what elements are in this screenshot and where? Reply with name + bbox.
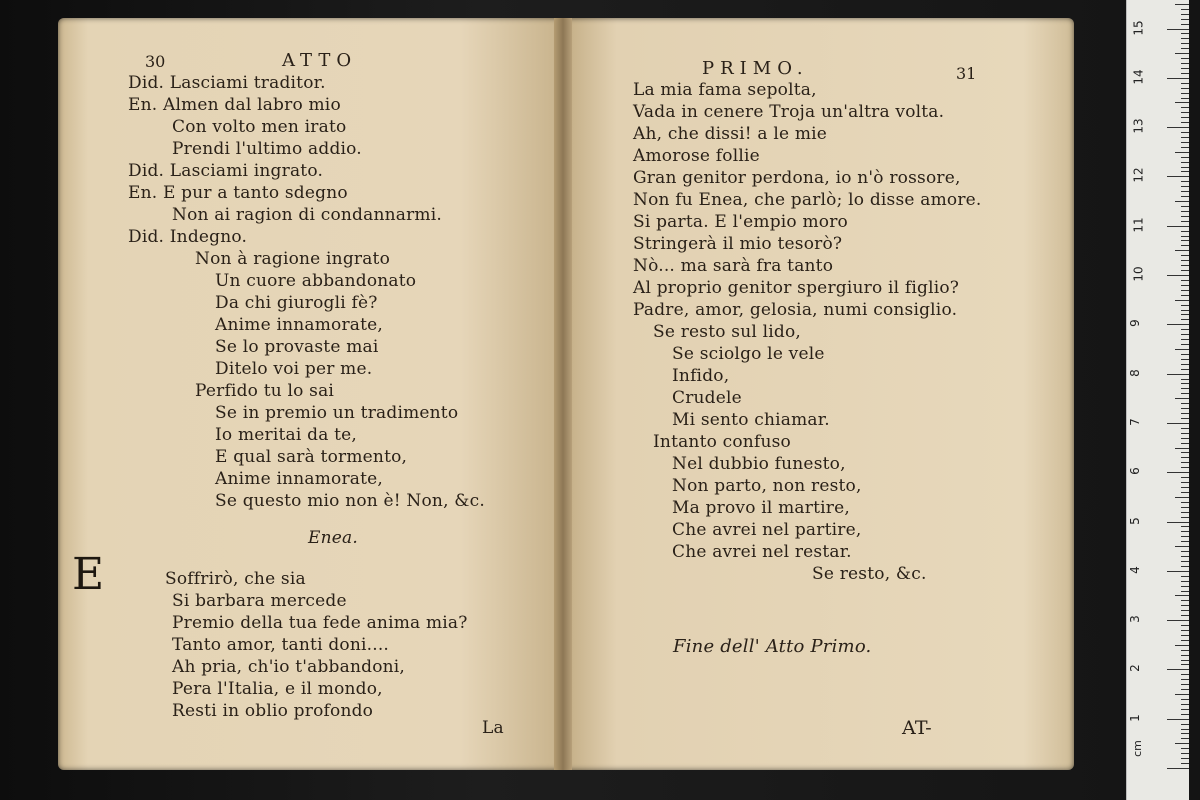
text-line: Non ai ragion di condannarmi. [172, 205, 442, 225]
ruler-tick [1181, 339, 1189, 340]
ruler-tick [1181, 408, 1189, 409]
text-line: Soffrirò, che sia [165, 569, 306, 589]
text-line: Se questo mio non è! Non, &c. [215, 491, 485, 511]
ruler-tick [1181, 295, 1189, 296]
ruler-tick [1181, 167, 1189, 168]
text-line: Se resto, &c. [812, 564, 927, 584]
ruler-tick [1181, 216, 1189, 217]
ruler-tick [1167, 324, 1189, 325]
ruler-tick [1181, 280, 1189, 281]
text-line: Intanto confuso [653, 432, 791, 452]
ruler-tick [1181, 58, 1189, 59]
ruler-tick [1181, 566, 1189, 567]
ruler-tick [1181, 329, 1189, 330]
ruler-tick [1181, 664, 1189, 665]
ruler-tick [1181, 630, 1189, 631]
ruler-tick [1181, 393, 1189, 394]
ruler-tick [1181, 517, 1189, 518]
text-line: Did. Indegno. [128, 227, 248, 247]
ruler-tick [1175, 694, 1189, 695]
ruler-tick [1181, 83, 1189, 84]
ruler-tick [1181, 403, 1189, 404]
text-line: Se resto sul lido, [653, 322, 802, 342]
ruler-tick [1181, 24, 1189, 25]
ruler-tick [1167, 768, 1189, 769]
ruler-tick [1181, 206, 1189, 207]
ruler-tick [1181, 334, 1189, 335]
ruler-tick [1181, 724, 1189, 725]
ruler-tick [1181, 457, 1189, 458]
end-of-act-note: Fine dell' Atto Primo. [673, 636, 872, 657]
text-line: Padre, amor, gelosia, numi consiglio. [633, 300, 958, 320]
ruler-tick [1181, 507, 1189, 508]
text-line: Amorose follie [633, 146, 760, 166]
ruler-number: 14 [1131, 69, 1146, 85]
ruler-tick [1181, 610, 1189, 611]
ruler-tick [1167, 522, 1189, 523]
ruler-tick [1181, 33, 1189, 34]
ruler-tick [1181, 625, 1189, 626]
ruler-tick [1181, 438, 1189, 439]
ruler-tick [1181, 551, 1189, 552]
text-line: Crudele [672, 388, 742, 408]
measurement-ruler [1126, 0, 1189, 800]
ruler-tick [1181, 191, 1189, 192]
ruler-tick [1175, 250, 1189, 251]
ruler-tick [1181, 748, 1189, 749]
ruler-tick [1175, 152, 1189, 153]
ruler-tick [1181, 660, 1189, 661]
ruler-tick [1181, 674, 1189, 675]
ruler-tick [1175, 53, 1189, 54]
ruler-tick [1181, 758, 1189, 759]
ruler-tick [1181, 388, 1189, 389]
text-line: Gran genitor perdona, io n'ò rossore, [633, 168, 961, 188]
ruler-tick [1175, 497, 1189, 498]
text-line: Pera l'Italia, e il mondo, [172, 679, 383, 699]
ruler-tick [1181, 531, 1189, 532]
ruler-tick [1181, 255, 1189, 256]
ruler-tick [1175, 4, 1189, 5]
ruler-tick [1181, 482, 1189, 483]
text-line: Non parto, non resto, [672, 476, 862, 496]
ruler-tick [1181, 290, 1189, 291]
ruler-tick [1181, 541, 1189, 542]
ruler-tick [1181, 650, 1189, 651]
ruler-tick [1181, 122, 1189, 123]
ruler-tick [1181, 112, 1189, 113]
ruler-tick [1181, 655, 1189, 656]
ruler-tick [1167, 176, 1189, 177]
ruler-tick [1181, 344, 1189, 345]
drop-cap: E [72, 549, 105, 600]
ruler-tick [1181, 615, 1189, 616]
text-line: Si parta. E l'empio moro [633, 212, 848, 232]
ruler-tick [1181, 171, 1189, 172]
ruler-number: 13 [1131, 118, 1146, 134]
ruler-tick [1181, 709, 1189, 710]
ruler-number: 4 [1127, 565, 1142, 574]
ruler-tick [1181, 413, 1189, 414]
ruler-tick [1181, 526, 1189, 527]
ruler-tick [1181, 157, 1189, 158]
ruler-tick [1181, 63, 1189, 64]
ruler-tick [1181, 733, 1189, 734]
ruler-tick [1167, 374, 1189, 375]
text-line: Da chi giurogli fè? [215, 293, 378, 313]
ruler-tick [1167, 127, 1189, 128]
ruler-number: 11 [1131, 217, 1146, 233]
ruler-tick [1181, 605, 1189, 606]
ruler-number: 15 [1131, 19, 1146, 36]
ruler-tick [1175, 201, 1189, 202]
ruler-tick [1167, 226, 1189, 227]
text-line: Che avrei nel partire, [672, 520, 862, 540]
ruler-tick [1167, 275, 1189, 276]
ruler-tick [1181, 561, 1189, 562]
text-line: Prendi l'ultimo addio. [172, 139, 362, 159]
ruler-tick [1181, 600, 1189, 601]
ruler-tick [1181, 443, 1189, 444]
ruler-tick [1167, 669, 1189, 670]
ruler-tick [1181, 181, 1189, 182]
ruler-number: 12 [1131, 167, 1146, 184]
ruler-tick [1181, 418, 1189, 419]
text-line: Anime innamorate, [215, 469, 384, 489]
ruler-tick [1181, 310, 1189, 311]
ruler-tick [1181, 428, 1189, 429]
text-line: Tanto amor, tanti doni.... [172, 635, 390, 655]
ruler-tick [1181, 186, 1189, 187]
ruler-tick [1181, 763, 1189, 764]
ruler-tick [1181, 231, 1189, 232]
text-line: Non fu Enea, che parlò; lo disse amore. [633, 190, 982, 210]
text-line: Si barbara mercede [172, 591, 347, 611]
ruler-tick [1181, 591, 1189, 592]
ruler-tick [1181, 196, 1189, 197]
text-line: Se sciolgo le vele [672, 344, 825, 364]
ruler-tick [1181, 379, 1189, 380]
text-line: Ah pria, ch'io t'abbandoni, [172, 657, 406, 677]
ruler-tick [1181, 581, 1189, 582]
ruler-tick [1181, 270, 1189, 271]
ruler-tick [1181, 452, 1189, 453]
ruler-tick [1181, 88, 1189, 89]
text-line: Ma provo il martire, [672, 498, 850, 518]
ruler-tick [1181, 107, 1189, 108]
ruler-number: 8 [1127, 368, 1142, 377]
ruler-tick [1181, 729, 1189, 730]
text-line: La mia fama sepolta, [633, 80, 817, 100]
ruler-tick [1181, 236, 1189, 237]
text-line: Io meritai da te, [215, 425, 358, 445]
ruler-tick [1181, 359, 1189, 360]
ruler-tick [1181, 689, 1189, 690]
ruler-tick [1181, 260, 1189, 261]
text-line: En. E pur a tanto sdegno [128, 183, 348, 203]
ruler-tick [1181, 684, 1189, 685]
ruler-tick [1181, 265, 1189, 266]
catchword: AT- [902, 717, 932, 739]
ruler-tick [1181, 147, 1189, 148]
text-line: Vada in cenere Troja un'altra volta. [633, 102, 945, 122]
ruler-number: 10 [1131, 266, 1146, 282]
ruler-tick [1181, 285, 1189, 286]
ruler-tick [1181, 704, 1189, 705]
text-line: Nò... ma sarà fra tanto [633, 256, 834, 276]
ruler-tick [1175, 102, 1189, 103]
ruler-tick [1181, 433, 1189, 434]
text-line: Mi sento chiamar. [672, 410, 830, 430]
ruler-tick [1181, 354, 1189, 355]
text-line: Stringerà il mio tesorò? [633, 234, 843, 254]
ruler-tick [1167, 78, 1189, 79]
ruler-tick [1175, 743, 1189, 744]
ruler-number: 6 [1127, 467, 1142, 476]
ruler-tick [1181, 319, 1189, 320]
ruler-tick [1181, 467, 1189, 468]
ruler-number: 3 [1127, 615, 1142, 623]
ruler-tick [1175, 349, 1189, 350]
ruler-tick [1181, 586, 1189, 587]
text-line: Se lo provaste mai [215, 337, 379, 357]
text-line: Perfido tu lo sai [195, 381, 335, 401]
ruler-tick [1181, 738, 1189, 739]
text-line: En. Almen dal labro mio [128, 95, 341, 115]
text-line: Nel dubbio funesto, [672, 454, 846, 474]
ruler-tick [1181, 117, 1189, 118]
ruler-tick [1175, 645, 1189, 646]
ruler-tick [1181, 492, 1189, 493]
right-page-number: 31 [956, 64, 977, 83]
text-line: Al proprio genitor spergiuro il figlio? [633, 278, 960, 298]
ruler-tick [1181, 383, 1189, 384]
ruler-number: 9 [1127, 319, 1142, 328]
ruler-tick [1167, 472, 1189, 473]
text-line: Infido, [672, 366, 730, 386]
ruler-tick [1181, 477, 1189, 478]
ruler-tick [1181, 753, 1189, 754]
ruler-number: 7 [1127, 418, 1142, 426]
ruler-tick [1167, 571, 1189, 572]
ruler-tick [1181, 502, 1189, 503]
ruler-tick [1181, 556, 1189, 557]
ruler-tick [1181, 640, 1189, 641]
ruler-tick [1181, 14, 1189, 15]
text-line: Did. Lasciami traditor. [128, 73, 326, 93]
ruler-tick [1181, 93, 1189, 94]
ruler-tick [1181, 314, 1189, 315]
text-line: E qual sarà tormento, [215, 447, 408, 467]
ruler-tick [1167, 423, 1189, 424]
ruler-tick [1181, 576, 1189, 577]
ruler-tick [1181, 142, 1189, 143]
ruler-tick [1167, 620, 1189, 621]
text-line: Ditelo voi per me. [215, 359, 373, 379]
speaker-heading: Enea. [308, 528, 358, 548]
ruler-tick [1181, 9, 1189, 10]
ruler-tick [1181, 635, 1189, 636]
ruler-tick [1181, 211, 1189, 212]
ruler-tick [1181, 137, 1189, 138]
text-line: Con volto men irato [172, 117, 347, 137]
ruler-tick [1181, 162, 1189, 163]
ruler-tick [1181, 132, 1189, 133]
ruler-tick [1181, 245, 1189, 246]
ruler-tick [1175, 595, 1189, 596]
text-line: Non à ragione ingrato [195, 249, 391, 269]
text-line: Che avrei nel restar. [672, 542, 852, 562]
ruler-tick [1181, 221, 1189, 222]
ruler-tick [1181, 240, 1189, 241]
ruler-tick [1181, 364, 1189, 365]
ruler-tick [1175, 546, 1189, 547]
ruler-tick [1181, 73, 1189, 74]
left-page-number: 30 [145, 52, 166, 71]
text-line: Resti in oblio profondo [172, 701, 374, 721]
text-line: Premio della tua fede anima mia? [172, 613, 468, 633]
ruler-unit: cm [1130, 740, 1144, 757]
ruler-tick [1181, 462, 1189, 463]
ruler-tick [1181, 48, 1189, 49]
ruler-tick [1181, 305, 1189, 306]
catchword: La [482, 718, 504, 738]
ruler-tick [1181, 699, 1189, 700]
text-line: Did. Lasciami ingrato. [128, 161, 324, 181]
ruler-number: 5 [1127, 516, 1142, 525]
ruler-tick [1175, 398, 1189, 399]
ruler-tick [1181, 487, 1189, 488]
ruler-tick [1181, 68, 1189, 69]
ruler-tick [1181, 536, 1189, 537]
ruler-number: 1 [1127, 713, 1142, 722]
ruler-tick [1175, 448, 1189, 449]
ruler-tick [1181, 38, 1189, 39]
ruler-tick [1181, 98, 1189, 99]
right-page-header: PRIMO. [702, 58, 809, 79]
book-gutter [554, 18, 572, 770]
ruler-tick [1181, 19, 1189, 20]
ruler-tick [1175, 300, 1189, 301]
ruler-tick [1181, 369, 1189, 370]
ruler-tick [1181, 679, 1189, 680]
ruler-number: 2 [1127, 664, 1142, 673]
ruler-tick [1167, 29, 1189, 30]
text-line: Un cuore abbandonato [215, 271, 417, 291]
text-line: Anime innamorate, [215, 315, 384, 335]
text-line: Ah, che dissi! a le mie [633, 124, 828, 144]
ruler-tick [1181, 714, 1189, 715]
text-line: Se in premio un tradimento [215, 403, 459, 423]
ruler-tick [1181, 512, 1189, 513]
ruler-tick [1167, 719, 1189, 720]
ruler-tick [1181, 43, 1189, 44]
left-page-header: ATTO [282, 50, 358, 71]
